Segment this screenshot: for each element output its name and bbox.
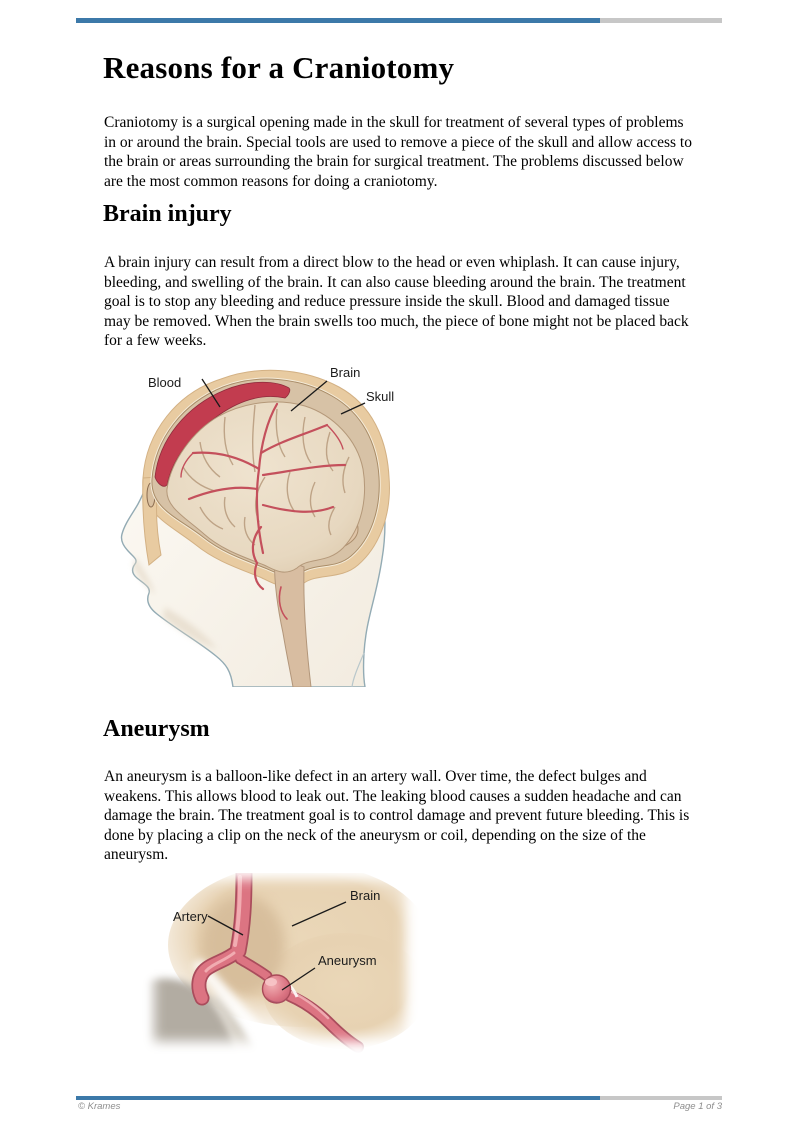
footer [78,1101,722,1112]
brain-injury-figure [105,357,405,687]
brain-label: Brain [330,365,361,380]
footer-accent-bar-gray [600,1096,722,1100]
aneurysm-figure [140,873,425,1055]
aneurysm-paragraph: An aneurysm is a balloon-like defect in an artery wall. Over time, the defect bulges and weakens. This allows blood to leak out. The leaking blood causes a sudden headache and can damage the brain. The treatment goal is to control damage and prevent future bleeding. This is done by placing a clip on the neck of the aneurysm or coil, depending on the size of the aneurysm. [104,768,690,864]
aneurysm-label: Aneurysm [318,953,377,968]
footer-accent-bar [76,1096,722,1100]
section-heading-brain-injury: Brain injury [103,201,232,227]
aneurysm-highlight [265,978,277,986]
brain-injury-paragraph: A brain injury can result from a direct blow to the head or even whiplash. It can cause injury, bleeding, and swelling of the brain. It can also cause bleeding around the brain. The treatment goal is to stop any bleeding and reduce pressure inside the skull. Blood and damaged tissue may be removed. When the brain swells too much, the piece of bone might not be placed back for a few weeks. [104,254,689,350]
aneurysm-bulge [263,975,291,1003]
section-heading-aneurysm: Aneurysm [103,716,210,742]
footer-copyright: © Krames [78,1101,121,1112]
artery-label: Artery [173,909,208,924]
intro-paragraph: Craniotomy is a surgical opening made in the skull for treatment of several types of problems in or around the brain. Special tools are used to remove a piece of the skull and allow access to the brain or areas surrounding the brain for surgical treatment. The problems discussed below are the most common reasons for doing a craniotomy. [104,114,692,190]
header-accent-bar-blue [76,18,600,23]
footer-accent-bar-blue [76,1096,600,1100]
skull-label: Skull [366,389,395,404]
page-title: Reasons for a Craniotomy [103,50,455,85]
header-accent-bar-gray [600,18,722,23]
header-accent-bar [76,18,722,23]
brain-label-2: Brain [350,888,381,903]
footer-page-number: Page 1 of 3 [673,1101,722,1112]
blood-label: Blood [148,375,182,390]
